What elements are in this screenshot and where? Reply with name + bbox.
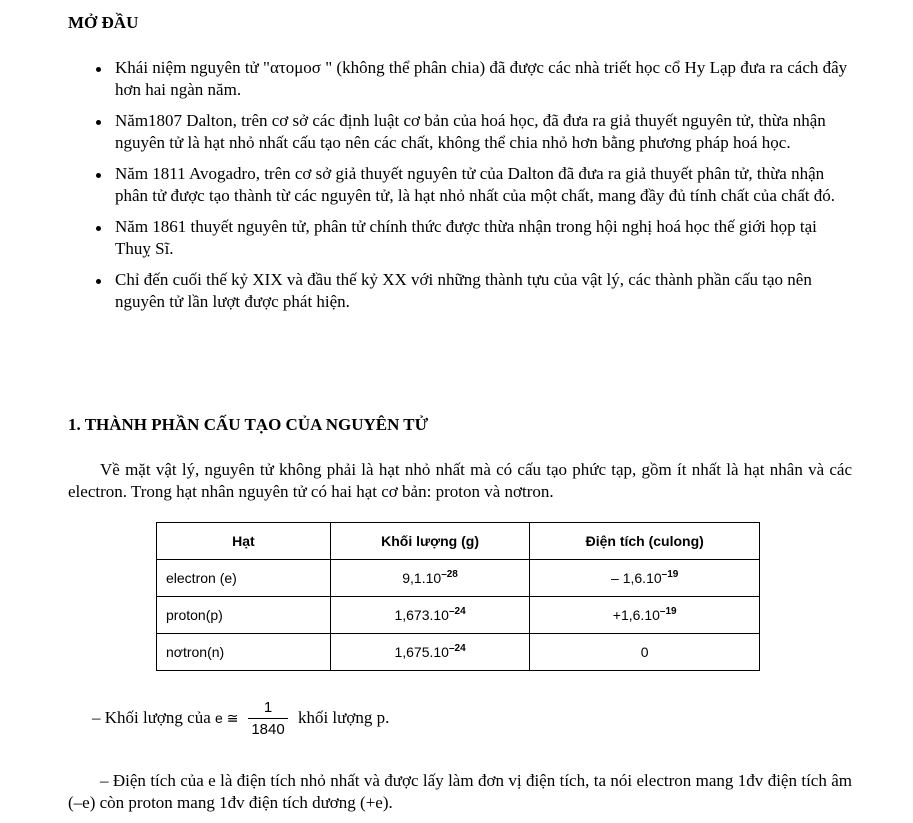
- intro-heading: MỞ ĐẦU: [68, 13, 139, 32]
- bullet-text: Năm 1811 Avogadro, trên cơ sở giả thuyết nguyên tử của Dalton đã đưa ra giả thuyết phân tử, thừa nhận phân tử được tạo thành từ các nguyên tử, là hạt nhỏ nhất của một chất, mang đầy đủ tính chất của chất đó.: [115, 164, 835, 205]
- particle-charge: [530, 597, 760, 634]
- bullet-item: [90, 110, 850, 154]
- mass-relation-symbol: e ≅: [215, 710, 243, 726]
- table-header-row: [157, 523, 760, 560]
- header-mass: Khối lượng (g): [330, 523, 530, 560]
- mass-exponent: –24: [448, 643, 466, 654]
- particle-charge: [530, 560, 760, 597]
- header-charge: Điện tích (culong): [530, 523, 760, 560]
- particle-mass: [330, 597, 530, 634]
- charge-base: 0: [640, 644, 649, 660]
- bullet-text: Năm1807 Dalton, trên cơ sở các định luật cơ bản của hoá học, đã đưa ra giả thuyết nguyên tử, thừa nhận nguyên tử là hạt nhỏ nhất cấu tạo nên các chất, không thể chia nhỏ hơn bằng phương pháp hoá học.: [115, 111, 826, 152]
- particle-mass: [330, 560, 530, 597]
- particle-name: electron (e): [157, 560, 331, 597]
- bullet-text: Chỉ đến cuối thế kỷ XIX và đầu thế kỷ XX với những thành tựu của vật lý, các thành phần cấu tạo nên nguyên tử lần lượt được phát hiện.: [115, 270, 812, 311]
- bullet-dot-icon: [96, 279, 101, 284]
- bullet-dot-icon: [96, 173, 101, 178]
- particle-charge: [530, 634, 760, 671]
- mass-relation-line: [92, 694, 389, 742]
- particle-mass: [330, 634, 530, 671]
- particle-table: [156, 522, 760, 671]
- charge-exponent: –19: [659, 606, 677, 617]
- bullet-dot-icon: [96, 120, 101, 125]
- table-row: [157, 634, 760, 671]
- mass-exponent: –24: [448, 606, 466, 617]
- section-intro-paragraph: Về mặt vật lý, nguyên tử không phải là hạt nhỏ nhất mà có cấu tạo phức tạp, gồm ít nhất là hạt nhân và các electron. Trong hạt nhân nguyên tử có hai hạt cơ bản: proton và nơtron.: [68, 460, 852, 501]
- bullet-item: [90, 163, 850, 207]
- bullet-dot-icon: [96, 67, 101, 72]
- mass-relation-prefix: – Khối lượng của: [92, 708, 216, 727]
- table-row: [157, 560, 760, 597]
- mass-relation-suffix: khối lượng p.: [293, 708, 390, 727]
- bullet-item: [90, 57, 850, 101]
- bullet-item: [90, 269, 850, 313]
- mass-fraction: [248, 698, 287, 739]
- mass-exponent: –28: [441, 569, 458, 580]
- mass-base: 1,675.10: [394, 644, 449, 660]
- particle-name: proton(p): [157, 597, 331, 634]
- header-particle: Hạt: [157, 523, 331, 560]
- charge-paragraph: – Điện tích của e là điện tích nhỏ nhất và được lấy làm đơn vị điện tích, ta nói electron mang 1đv điện tích âm (–e) còn proton mang 1đv điện tích dương (+e).: [68, 771, 852, 812]
- mass-base: 1,673.10: [394, 607, 449, 623]
- table-row: [157, 597, 760, 634]
- bullet-dot-icon: [96, 226, 101, 231]
- fraction-denominator: 1840: [248, 718, 287, 739]
- bullet-text: Năm 1861 thuyết nguyên tử, phân tử chính thức được thừa nhận trong hội nghị hoá học thế giới họp tại Thuỵ Sĩ.: [115, 217, 817, 258]
- fraction-numerator: 1: [263, 698, 273, 716]
- charge-exponent: –19: [661, 569, 679, 580]
- charge-base: – 1,6.10: [611, 570, 662, 586]
- bullet-item: [90, 216, 850, 260]
- history-bullet-list: [90, 57, 850, 322]
- section-heading: 1. THÀNH PHẦN CẤU TẠO CỦA NGUYÊN TỬ: [68, 415, 429, 434]
- mass-base: 9,1.10: [402, 570, 442, 586]
- charge-base: +1,6.10: [612, 607, 660, 623]
- bullet-text: Khái niệm nguyên tử "ατομοσ " (không thể phân chia) đã được các nhà triết học cổ Hy Lạp đưa ra cách đây hơn hai ngàn năm.: [115, 58, 848, 99]
- particle-name: nơtron(n): [157, 634, 331, 671]
